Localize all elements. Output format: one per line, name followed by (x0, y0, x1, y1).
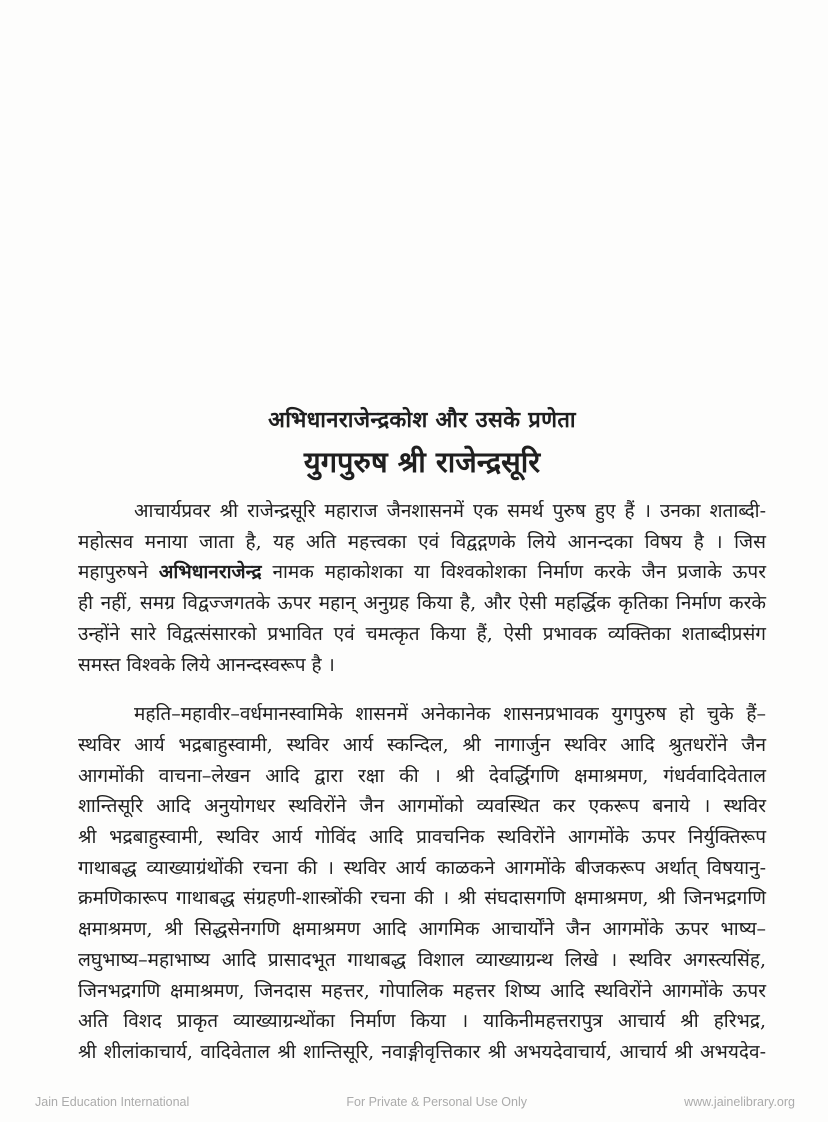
footer-left-credit: Jain Education International (35, 1095, 190, 1109)
text-line: जिनभद्रगणि क्षमाश्रमण, जिनदास महत्तर, गोपालिक महत्तर शिष्य आदि स्थविरोंने आगमोंके ऊपर (78, 979, 766, 1002)
text-line: शान्तिसूरि आदि अनुयोगधर स्थविरोंने जैन आगमोंको व्यवस्थित कर एकरूप बनाये । स्थविर (78, 795, 766, 818)
text-line: ही नहीं, समग्र विद्वज्जगतके ऊपर महान् अनुग्रह किया है, और ऐसी महर्द्धिक कृतिका निर्माण करके (78, 592, 766, 615)
text-line (78, 557, 766, 588)
text-line: आचार्यप्रवर श्री राजेन्द्रसूरि महाराज जैनशासनमें एक समर्थ पुरुष हुए हैं । उनका शताब्दी- (134, 500, 766, 522)
text-line: लघुभाष्य–महाभाष्य आदि प्रासादभूत गाथाबद्ध विशाल व्याख्याग्रन्थ लिखे । स्थविर अगस्त्यसिंह, (78, 948, 766, 971)
text-line: स्थविर आर्य भद्रबाहुस्वामी, स्थविर आर्य स्कन्दिल, श्री नागार्जुन स्थविर आदि श्रुतधरोंने जैन (78, 733, 766, 756)
text-line: श्री भद्रबाहुस्वामी, स्थविर आर्य गोविंद आदि प्रावचनिक स्थविरोंने आगमोंके ऊपर निर्युक्तिरूप (78, 826, 766, 849)
text-line: गाथाबद्ध व्याख्याग्रंथोंकी रचना की । स्थविर आर्य काळकने आगमोंके बीजकरूप अर्थात् विषयानु- (78, 856, 766, 879)
page-subtitle: अभिधानराजेन्द्रकोश और उसके प्रणेता (268, 407, 576, 433)
text-line: आगमोंकी वाचना–लेखन आदि द्वारा रक्षा की । श्री देवर्द्धिगणि क्षमाश्रमण, गंधर्ववादिवेताल (78, 764, 766, 787)
page-content (78, 402, 766, 1068)
text-line: अति विशद प्राकृत व्याख्याग्रन्थोंका निर्माण किया । याकिनीमहत्तरापुत्र आचार्य श्री हरिभद्र, (78, 1010, 766, 1033)
text-line: क्षमाश्रमण, श्री सिद्धसेनगणि क्षमाश्रमण आदि आगमिक आचार्योंने जैन आगमोंके ऊपर भाष्य– (78, 918, 766, 941)
footer-center-notice: For Private & Personal Use Only (346, 1095, 527, 1109)
paragraph-1 (78, 496, 766, 680)
page-title: युगपुरुष श्री राजेन्द्रसूरि (303, 445, 541, 479)
bold-term-abhidhana-rajendra: अभिधानराजेन्द्र (158, 561, 262, 584)
text-segment: महापुरुषने (78, 561, 159, 584)
page-footer (0, 1095, 828, 1109)
text-segment: नामक महाकोशका या विश्वकोशका निर्माण करके जैन प्रजाके ऊपर (261, 561, 766, 584)
text-line: महति–महावीर–वर्धमानस्वामिके शासनमें अनेकानेक शासनप्रभावक युगपुरुष हो चुके हैं– (134, 703, 766, 726)
text-line: उन्होंने सारे विद्वत्संसारको प्रभावित एवं चमत्कृत किया हैं, ऐसी प्रभावक व्यक्तिका शताब्दीप्रसंग (78, 622, 766, 645)
paragraph-2 (78, 699, 766, 1067)
text-line: महोत्सव मनाया जाता है, यह अति महत्त्वका एवं विद्वद्गणके लिये आनन्दका विषय है । जिस (78, 530, 766, 553)
text-line: क्रमणिकारूप गाथाबद्ध संग्रहणी-शास्त्रोंकी रचना की । श्री संघदासगणि क्षमाश्रमण, श्री जिनभद्रगणि (78, 887, 766, 910)
text-line: श्री शीलांकाचार्य, वादिवेताल श्री शान्तिसूरि, नवाङ्गीवृत्तिकार श्री अभयदेवाचार्य, आचार्य श्री अभयदेव- (78, 1040, 766, 1063)
footer-right-url: www.jainelibrary.org (684, 1095, 795, 1109)
text-line: समस्त विश्वके लिये आनन्दस्वरूप है । (78, 653, 335, 676)
